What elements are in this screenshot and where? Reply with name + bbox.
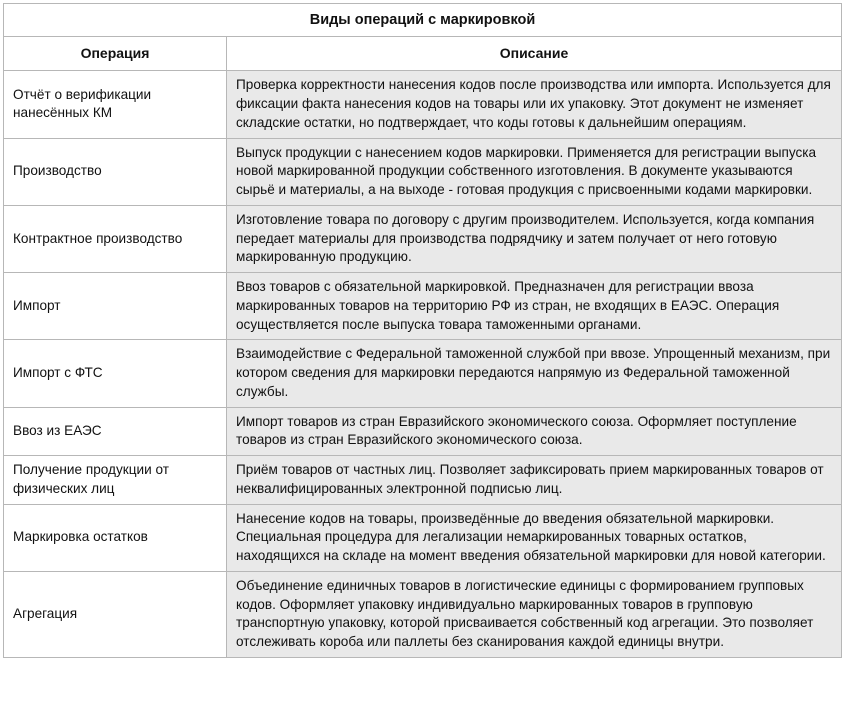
description-cell: Импорт товаров из стран Евразийского экономического союза. Оформляет поступление товаров из стран Евразийского экономического союза. bbox=[227, 407, 842, 456]
operation-cell: Импорт с ФТС bbox=[4, 340, 227, 407]
description-cell: Выпуск продукции с нанесением кодов маркировки. Применяется для регистрации выпуска новой маркированной продукции собственного изготовления. В документе указываются сырьё и материалы, а на выходе - готовая продукция с присвоенными кодами маркировки. bbox=[227, 138, 842, 205]
table-row bbox=[4, 571, 842, 657]
table-head bbox=[4, 4, 842, 71]
table-title: Виды операций с маркировкой bbox=[4, 4, 842, 37]
description-cell: Проверка корректности нанесения кодов после производства или импорта. Используется для фиксации факта нанесения кодов на товары или их упаковку. Этот документ не изменяет складские остатки, но подтверждает, что коды готовы к дальнейшим операциям. bbox=[227, 71, 842, 138]
operation-cell: Контрактное производство bbox=[4, 205, 227, 272]
table-row bbox=[4, 456, 842, 505]
operation-cell: Ввоз из ЕАЭС bbox=[4, 407, 227, 456]
operation-cell: Отчёт о верификации нанесённых КМ bbox=[4, 71, 227, 138]
description-cell: Приём товаров от частных лиц. Позволяет зафиксировать прием маркированных товаров от неквалифицированных электронной подписью лиц. bbox=[227, 456, 842, 505]
description-cell: Взаимодействие с Федеральной таможенной службой при ввозе. Упрощенный механизм, при котором сведения для маркировки передаются напрямую из Федеральной таможенной службы. bbox=[227, 340, 842, 407]
column-header-description: Описание bbox=[227, 37, 842, 71]
table-row bbox=[4, 71, 842, 138]
operation-cell: Производство bbox=[4, 138, 227, 205]
operation-cell: Импорт bbox=[4, 273, 227, 340]
description-cell: Нанесение кодов на товары, произведённые до введения обязательной маркировки. Специальная процедура для легализации немаркированных товарных остатков, находящихся на складе на момент введения обязательной маркировки для новой категории. bbox=[227, 504, 842, 571]
description-cell: Изготовление товара по договору с другим производителем. Используется, когда компания передает материалы для производства подрядчику и затем получает от него готовую маркированную продукцию. bbox=[227, 205, 842, 272]
operation-cell: Агрегация bbox=[4, 571, 227, 657]
table-body bbox=[4, 71, 842, 658]
table-row bbox=[4, 340, 842, 407]
table-row bbox=[4, 138, 842, 205]
column-header-operation: Операция bbox=[4, 37, 227, 71]
description-cell: Ввоз товаров с обязательной маркировкой. Предназначен для регистрации ввоза маркированных товаров на территорию РФ из стран, не входящих в ЕАЭС. Операция осуществляется после выпуска товара таможенными органами. bbox=[227, 273, 842, 340]
header-row bbox=[4, 37, 842, 71]
table-row bbox=[4, 504, 842, 571]
table-row bbox=[4, 407, 842, 456]
table-row bbox=[4, 205, 842, 272]
operation-cell: Получение продукции от физических лиц bbox=[4, 456, 227, 505]
title-row bbox=[4, 4, 842, 37]
table-row bbox=[4, 273, 842, 340]
marking-operations-table bbox=[3, 3, 842, 658]
description-cell: Объединение единичных товаров в логистические единицы с формированием групповых кодов. Оформляет упаковку индивидуально маркированных товаров в групповую транспортную упаковку, которой присваивается собственный код агрегации. Это позволяет отслеживать короба или паллеты без сканирования каждой единицы внутри. bbox=[227, 571, 842, 657]
operation-cell: Маркировка остатков bbox=[4, 504, 227, 571]
